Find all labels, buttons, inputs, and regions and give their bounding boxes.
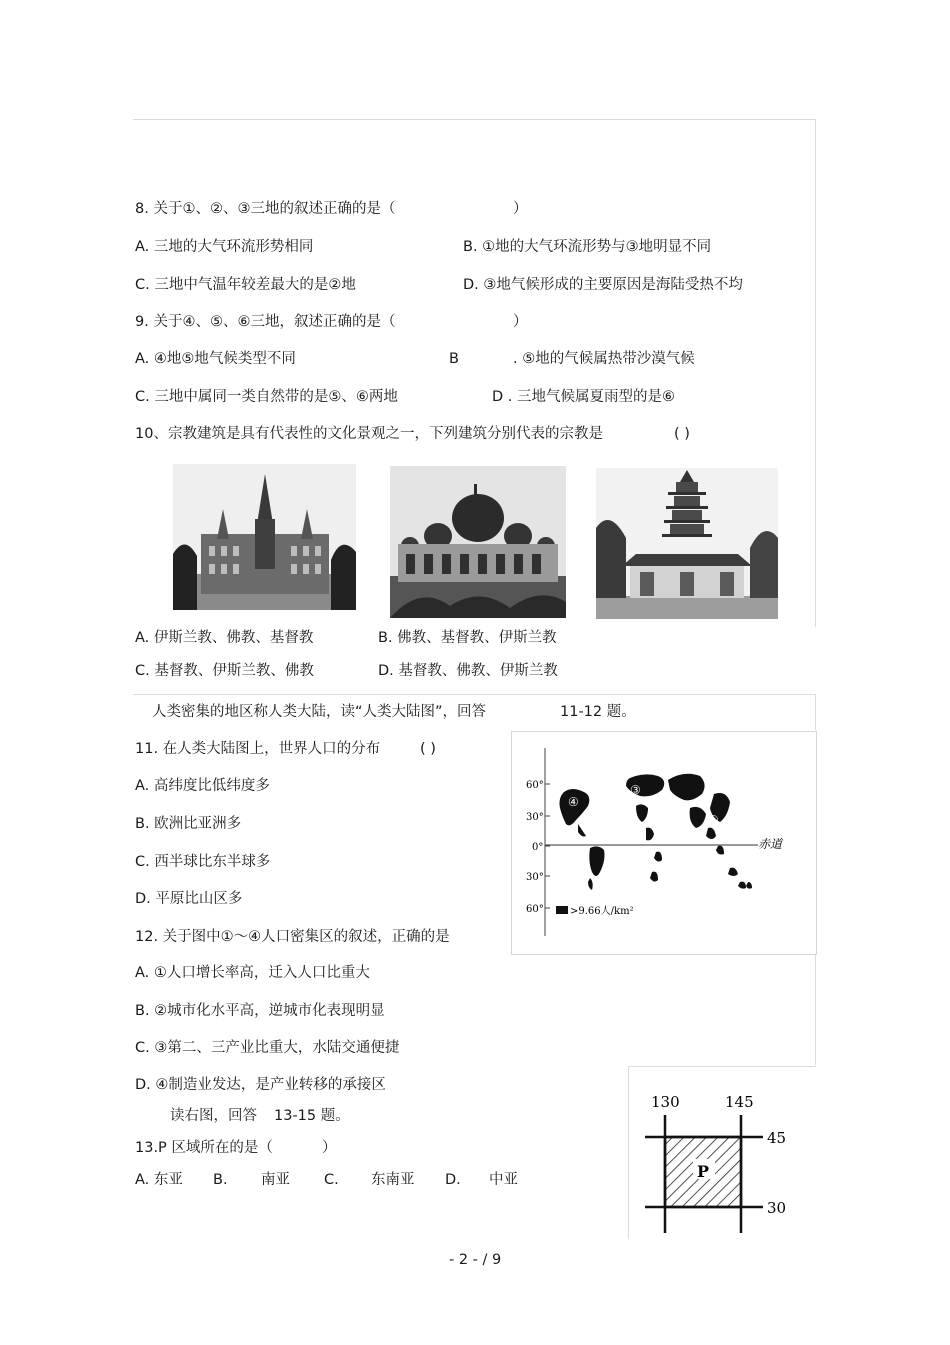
page-number: - 2 - / 9 (449, 1252, 502, 1268)
cathedral-photo-art (173, 464, 356, 610)
q8-option-d[interactable]: D. ③地气候形成的主要原因是海陆受热不均 (463, 277, 743, 293)
right-rule-mid (815, 694, 816, 730)
q11-option-d[interactable]: D. 平原比山区多 (135, 891, 243, 907)
cathedral-photo (173, 464, 356, 610)
q8-option-c[interactable]: C. 三地中气温年较差最大的是②地 (135, 277, 356, 293)
q12-option-c[interactable]: C. ③第二、三产业比重大，水陆交通便捷 (135, 1040, 400, 1056)
q10-option-b[interactable]: B. 佛教、基督教、伊斯兰教 (378, 630, 557, 646)
map-marker-2: ② (678, 821, 689, 835)
human-continent-map-art (512, 732, 816, 954)
map-lat-30n: 30° (526, 812, 544, 823)
q12-option-b[interactable]: B. ②城市化水平高，逆城市化表现明显 (135, 1003, 385, 1019)
intro-13-15-range: 13-15 题。 (274, 1108, 350, 1124)
q12-option-d[interactable]: D. ④制造业发达，是产业转移的承接区 (135, 1077, 386, 1093)
pagoda-photo-art (596, 468, 778, 619)
top-rule (133, 119, 815, 120)
q12-stem: 12. 关于图中①～④人口密集区的叙述，正确的是 (135, 929, 450, 945)
q11-paren: ( ) (420, 741, 436, 757)
q11-stem: 11. 在人类大陆图上，世界人口的分布 (135, 741, 381, 757)
grid-lon-145: 145 (725, 1093, 754, 1111)
right-rule-low (815, 955, 816, 1065)
grid-lat-45: 45 (767, 1129, 787, 1147)
map-marker-4: ④ (568, 795, 579, 809)
q9-option-c[interactable]: C. 三地中属同一类自然带的是⑤、⑥两地 (135, 389, 398, 405)
q9-option-b-text[interactable]: . ⑤地的气候属热带沙漠气候 (513, 351, 695, 367)
q10-option-c[interactable]: C. 基督教、伊斯兰教、佛教 (135, 663, 314, 679)
q9-paren-close: ） (513, 314, 528, 330)
q9-option-d[interactable]: D . 三地气候属夏雨型的是⑥ (492, 389, 675, 405)
map-lat-30s: 30° (526, 872, 544, 883)
intro-box-rule (133, 694, 815, 695)
q13-paren-close: ） (322, 1140, 337, 1156)
grid-lat-30: 30 (767, 1199, 787, 1217)
map-lat-0: 0° (532, 842, 544, 853)
q8-paren-close: ） (513, 201, 528, 217)
grid-region-label: P (697, 1162, 710, 1181)
q9-option-b-letter[interactable]: B (449, 351, 459, 367)
q9-stem: 9. 关于④、⑤、⑥三地，叙述正确的是（ (135, 314, 396, 330)
q11-option-b[interactable]: B. 欧洲比亚洲多 (135, 816, 242, 832)
map-lat-60s: 60° (526, 904, 544, 915)
q13-option-b-letter[interactable]: B. (213, 1172, 228, 1188)
lat-lon-grid-art (629, 1067, 816, 1239)
q8-stem: 8. 关于①、②、③三地的叙述正确的是（ (135, 201, 396, 217)
q13-option-d-text[interactable]: 中亚 (489, 1172, 518, 1188)
q11-option-a[interactable]: A. 高纬度比低纬度多 (135, 778, 270, 794)
intro-13-15-text: 读右图，回答 (170, 1108, 257, 1124)
q13-option-c-letter[interactable]: C. (324, 1172, 339, 1188)
lat-lon-grid-map (628, 1066, 816, 1239)
q13-option-d-letter[interactable]: D. (445, 1172, 461, 1188)
q10-option-a[interactable]: A. 伊斯兰教、佛教、基督教 (135, 630, 314, 646)
q10-option-d[interactable]: D. 基督教、佛教、伊斯兰教 (378, 663, 558, 679)
right-rule-top (815, 119, 816, 627)
q9-option-a[interactable]: A. ④地⑤地气候类型不同 (135, 351, 296, 367)
intro-11-12-range: 11-12 题。 (560, 704, 636, 720)
mosque-photo (390, 466, 566, 618)
asia-dense-area (668, 774, 705, 801)
q8-option-a[interactable]: A. 三地的大气环流形势相同 (135, 239, 314, 255)
q12-option-a[interactable]: A. ①人口增长率高，迁入人口比重大 (135, 965, 370, 981)
human-continent-map (511, 731, 817, 955)
grid-lon-130: 130 (651, 1093, 680, 1111)
map-marker-3: ③ (630, 783, 641, 797)
map-lat-60n: 60° (526, 780, 544, 791)
q13-option-b-text[interactable]: 南亚 (261, 1172, 290, 1188)
intro-11-12-text: 人类密集的地区称人类大陆，读“人类大陆图”，回答 (152, 704, 487, 720)
q13-option-c-text[interactable]: 东南亚 (371, 1172, 415, 1188)
q8-option-b[interactable]: B. ①地的大气环流形势与③地明显不同 (463, 239, 712, 255)
map-equator-label: 赤道 (758, 837, 783, 851)
map-legend-swatch (556, 906, 568, 914)
map-marker-1: ① (708, 813, 719, 827)
q10-paren: ( ) (674, 426, 690, 442)
q13-stem: 13.P 区域所在的是（ (135, 1140, 273, 1156)
pagoda-photo (596, 468, 778, 619)
south-america-dense-area (589, 846, 604, 876)
q10-stem: 10、宗教建筑是具有代表性的文化景观之一，下列建筑分别代表的宗教是 (135, 426, 603, 442)
q13-option-a[interactable]: A. 东亚 (135, 1172, 183, 1188)
mosque-photo-art (390, 466, 566, 618)
q11-option-c[interactable]: C. 西半球比东半球多 (135, 854, 271, 870)
map-legend-label: >9.66人/km² (570, 906, 634, 917)
